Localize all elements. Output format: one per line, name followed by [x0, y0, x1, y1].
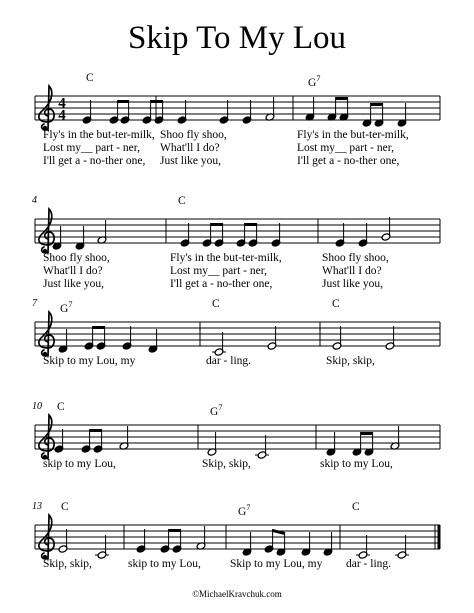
lyric-text: Shoo fly shoo,	[43, 252, 110, 264]
measure-number: 10	[32, 401, 42, 412]
lyric-text: What'll I do?	[43, 265, 103, 277]
chord-symbol: C	[332, 298, 340, 310]
chord-symbol: $G^7$	[308, 74, 321, 89]
eighth-beam	[371, 103, 383, 106]
lyric-text: dar - ling.	[346, 558, 392, 570]
time-signature-top: 4	[58, 95, 66, 112]
lyric-text: Skip to my Lou, my	[43, 355, 136, 367]
chord-symbol: $G^7$	[60, 300, 73, 315]
measure-number: 7	[32, 298, 37, 309]
lyric-text: skip to my Lou,	[43, 458, 116, 470]
lyric-text: Skip, skip,	[202, 458, 251, 470]
lyric-text: Skip to my Lou, my	[230, 558, 323, 570]
eighth-beam	[211, 223, 223, 226]
eighth-beam	[93, 326, 105, 329]
chord-symbol: C	[212, 298, 220, 310]
lyric-text: dar - ling.	[206, 355, 252, 367]
lyric-text: Just like you,	[43, 278, 105, 290]
measure-number: 13	[32, 501, 42, 512]
chord-symbol: $G^7$	[210, 403, 223, 418]
lyric-text: Shoo fly shoo,	[322, 252, 389, 264]
time-signature-bottom: 4	[58, 107, 66, 124]
eighth-beam	[361, 432, 373, 435]
lyric-text: Shoo fly shoo,	[160, 129, 227, 141]
eighth-beam	[336, 97, 348, 100]
eighth-beam	[169, 529, 181, 532]
lyric-text: Skip, skip,	[326, 355, 375, 367]
lyric-text: Fly's in the but-ter-milk,	[43, 129, 155, 141]
copyright-footer: ©MichaelKravchuk.com	[192, 589, 282, 599]
eighth-beam	[151, 100, 163, 103]
chord-symbol: $G^7$	[238, 503, 251, 518]
lyric-text: Lost my__ part - ner,	[43, 142, 140, 154]
lyric-text: What'll I do?	[160, 142, 220, 154]
chord-symbol: C	[61, 501, 69, 513]
chord-symbol: C	[178, 195, 186, 207]
chord-symbol: C	[352, 501, 360, 513]
lyric-text: Just like you,	[160, 155, 222, 167]
chord-symbol: C	[57, 401, 65, 413]
eighth-beam	[118, 100, 129, 103]
lyric-text: Fly's in the but-ter-milk,	[170, 252, 282, 264]
song-title: Skip To My Lou	[127, 20, 347, 56]
measure-number: 4	[32, 195, 37, 206]
lyric-text: What'll I do?	[322, 265, 382, 277]
lyric-text: Lost my__ part - ner,	[170, 265, 267, 277]
lyric-text: I'll get a - no-ther one,	[297, 155, 400, 167]
final-bar-line	[438, 525, 441, 549]
lyric-text: skip to my Lou,	[320, 458, 393, 470]
lyric-text: Lost my__ part - ner,	[297, 142, 394, 154]
chord-symbol: C	[86, 72, 94, 84]
lyric-text: Just like you,	[322, 278, 384, 290]
eighth-beam	[245, 223, 257, 226]
eighth-beam	[273, 529, 285, 535]
lyric-text: skip to my Lou,	[128, 558, 201, 570]
lyric-text: I'll get a - no-ther one,	[170, 278, 273, 290]
lyric-text: Skip, skip,	[43, 558, 92, 570]
lyric-text: I'll get a - no-ther one,	[43, 155, 146, 167]
lyric-text: Fly's in the but-ter-milk,	[297, 129, 409, 141]
eighth-beam	[90, 429, 102, 432]
